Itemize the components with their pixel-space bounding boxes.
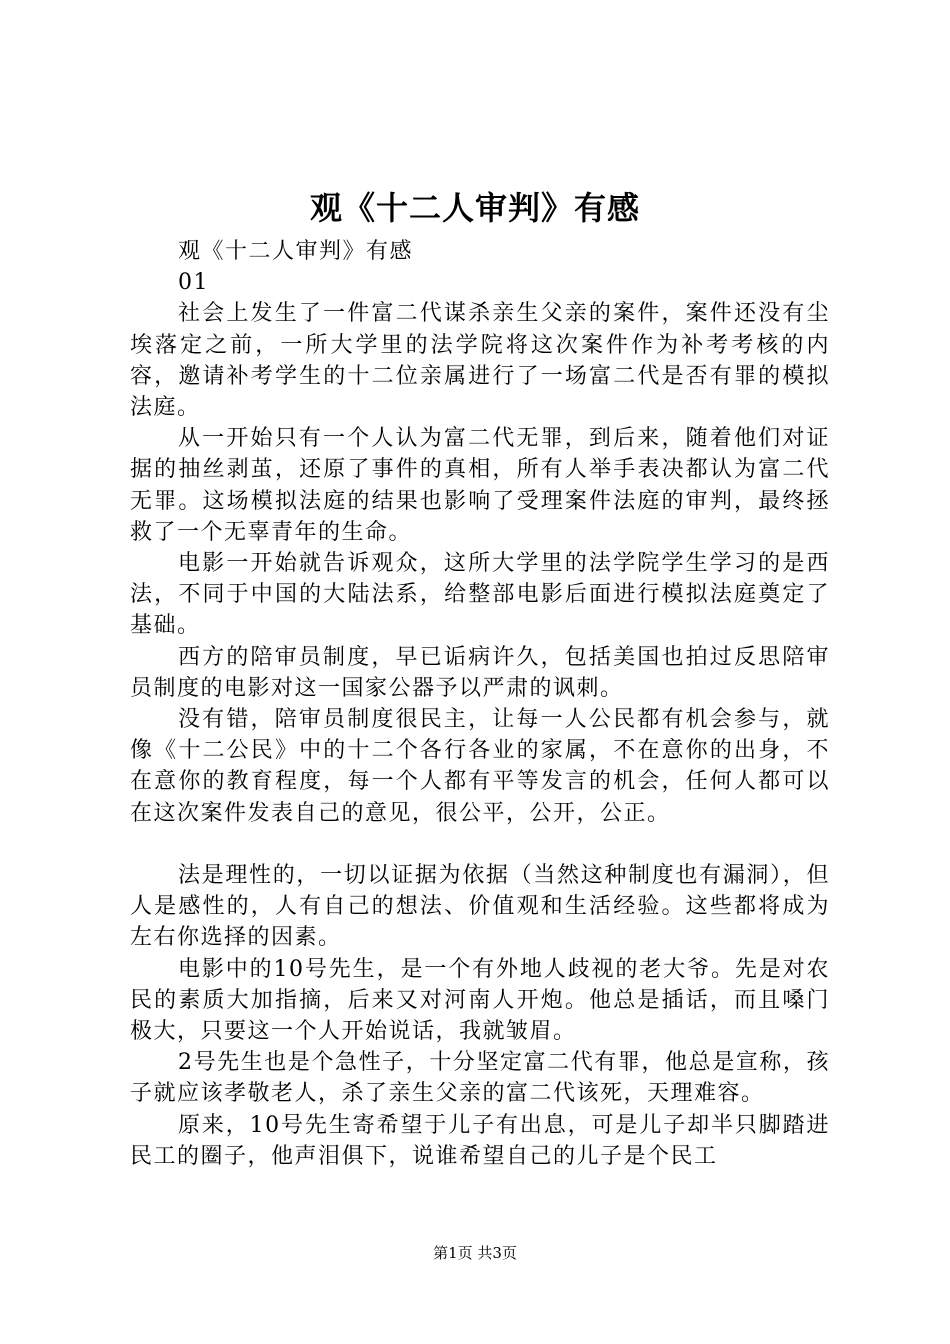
section-number: 01 [178,270,209,296]
paragraph: 社会上发生了一件富二代谋杀亲生父亲的案件，案件还没有尘埃落定之前，一所大学里的法学院将这次案件作为补考考核的内容，邀请补考学生的十二位亲属进行了一场富二代是否有罪的模拟法庭。 [130,301,830,421]
document-title: 观《十二人审判》有感 [309,189,640,227]
blank-line [130,829,830,860]
document-body [130,236,830,1172]
paragraph: 没有错，陪审员制度很民主，让每一人公民都有机会参与，就像《十二公民》中的十二个各行各业的家属，不在意你的出身，不在意你的教育程度，每一个人都有平等发言的机会，任何人都可以在这次案件发表自己的意见，很公平，公开，公正。 [130,707,830,826]
paragraph: 2号先生也是个急性子，十分坚定富二代有罪，他总是宣称，孩子就应该孝敬老人，杀了亲生父亲的富二代该死，天理难容。 [130,1050,830,1107]
paragraph: 原来，10号先生寄希望于儿子有出息，可是儿子却半只脚踏进民工的圈子，他声泪俱下，说谁希望自己的儿子是个民工 [130,1112,830,1169]
paragraph: 电影中的10号先生，是一个有外地人歧视的老大爷。先是对农民的素质大加指摘，后来又对河南人开炮。他总是插话，而且嗓门极大，只要这一个人开始说话，我就皱眉。 [130,956,830,1045]
paragraph: 从一开始只有一个人认为富二代无罪，到后来，随着他们对证据的抽丝剥茧，还原了事件的真相，所有人举手表决都认为富二代无罪。这场模拟法庭的结果也影响了受理案件法庭的审判，最终拯救了一个无辜青年的生命。 [130,426,830,545]
paragraph: 电影一开始就告诉观众，这所大学里的法学院学生学习的是西法，不同于中国的大陆法系，给整部电影后面进行模拟法庭奠定了基础。 [130,551,830,639]
page-footer: 第1页 共3页 [433,1244,517,1262]
paragraph: 西方的陪审员制度，早已诟病许久，包括美国也拍过反思陪审员制度的电影对这一国家公器予以严肃的讽刺。 [130,644,830,701]
paragraph: 法是理性的，一切以证据为依据（当然这种制度也有漏洞），但人是感性的，人有自己的想法、价值观和生活经验。这些都将成为左右你选择的因素。 [130,863,830,951]
subtitle-line: 观《十二人审判》有感 [178,239,414,264]
